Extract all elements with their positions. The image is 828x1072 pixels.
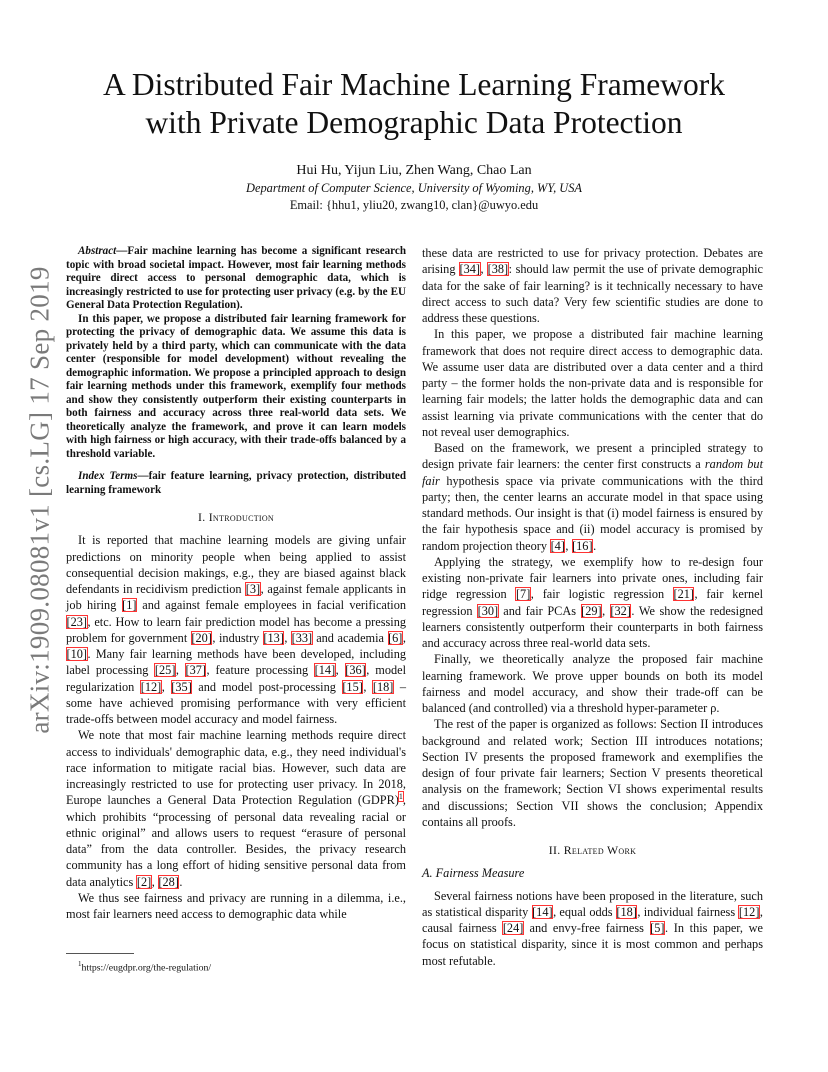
text-run: , (284, 630, 292, 645)
text-run: and academia (312, 630, 388, 645)
citation-link[interactable]: [15] (342, 679, 363, 694)
citation-link[interactable]: [23] (66, 614, 87, 629)
text-run: and envy-free fairness (523, 921, 650, 935)
text-run: II. (548, 843, 561, 857)
right-paragraph-5: Finally, we theoretically analyze the proposed fair machine learning framework. We prove upper bounds on both its model fairness and model accuracy, and show their trade-off can be balanced (and controlled) via a threshold hyper-parameter ρ. (422, 652, 763, 715)
right-paragraph-1 (422, 245, 763, 326)
citation-link[interactable]: [33] (291, 630, 313, 645)
text-run: , (151, 874, 158, 889)
text-run: Index Terms (78, 470, 138, 482)
text-run: hypothesis space via private communications with the third party; then, the center learns an accurate model in that space using standard methods. Our insight is that (i) model fairness is ensured by the fair hypothesis space and (ii) model accuracy is promised by random projection theory (422, 473, 763, 553)
citation-link[interactable]: [37] (185, 663, 206, 678)
citation-link[interactable]: [4] (550, 538, 565, 553)
right-paragraph-3 (422, 440, 763, 554)
text-run: , (602, 603, 610, 618)
right-paragraph-6: The rest of the paper is organized as follows: Section II introduces background and related work; Section III introduces notations; Section IV presents the proposed framework and exemplifies the design of four private fair learners; Section V presents theoretical analysis on the framework; Section VI shows experimental results and discussions; Section VII shows the conclusion; Appendix contains all proofs. (422, 717, 763, 829)
citation-link[interactable]: [30] (477, 603, 499, 618)
right-column (422, 245, 763, 969)
text-run: , (175, 663, 185, 678)
text-run: —fair feature learning, privacy protection, distributed learning framework (66, 470, 406, 496)
text-run: We note that most fair machine learning methods require direct access to individuals' demographic data, e.g., they need individual's race information to mitigate racial bias. However, such data are increasingly restricted to use for protecting user privacy. In 2018, Europe launches a General Data Protection Regulation (GDPR) (66, 728, 406, 808)
citation-link[interactable]: [21] (673, 587, 694, 602)
section-heading-introduction (66, 509, 406, 525)
text-run: and model post-processing (192, 679, 342, 694)
emphasized-text: random but fair (422, 457, 763, 488)
text-run: , fair kernel regression (422, 587, 763, 618)
intro-paragraph-1 (66, 532, 406, 727)
footnote-url[interactable]: https://eugdpr.org/the-regulation/ (81, 962, 212, 974)
text-run: , feature processing (206, 663, 315, 678)
paper-title (60, 66, 768, 142)
citation-link[interactable]: [38] (487, 262, 509, 277)
text-run: . (179, 874, 183, 889)
text-run: , etc. How to learn fair prediction model has become a pressing problem for government (66, 614, 406, 645)
text-run: and against female employees in facial verification (136, 598, 406, 613)
text-run: , (161, 679, 171, 694)
footnote-rule (66, 953, 134, 954)
right-paragraph-4 (422, 554, 763, 652)
title-line-2: with Private Demographic Data Protection (145, 105, 683, 140)
text-run: and fair PCAs (498, 603, 581, 618)
citation-link[interactable]: [14] (314, 663, 336, 678)
email: Email: {hhu1, yliu20, zwang10, clan}@uwyo.edu (289, 198, 539, 212)
arxiv-identifier (18, 266, 62, 734)
citation-link[interactable]: [28] (158, 874, 179, 889)
text-run: , (363, 679, 373, 694)
citation-link[interactable]: [18] (372, 679, 394, 694)
text-run: I. (197, 510, 206, 524)
citation-link[interactable]: [1] (122, 598, 137, 613)
right-paragraph-7 (422, 888, 763, 969)
citation-link[interactable]: [34] (459, 262, 481, 277)
text-run: , individual fairness (637, 904, 739, 919)
citation-link[interactable]: [5] (650, 921, 665, 935)
text-run: : should law permit the use of private demographic data for the sake of fair learning? is it technically necessary to have direct access to such data? Very few scientific studies are done to address these questions. (422, 262, 764, 325)
text-run: Based on the framework, we present a principled strategy to design private fair learners: the center first constructs a (422, 441, 763, 472)
text-run: , which prohibits “processing of personal data revealing racial or ethnic original” and allows users to request “erasure of personal data” from the data controller. Besides, the privacy research community has a long effort of hiding sensitive personal data from data analytics (66, 793, 406, 889)
text-run: , industry (212, 630, 263, 645)
text-run: Applying the strategy, we exemplify how to re-design four existing non-private fair learners into private ones, including fair ridge regression (422, 554, 763, 602)
abstract-paragraph-1 (66, 245, 406, 313)
citation-link[interactable]: [6] (388, 630, 403, 645)
citation-link[interactable]: [25] (154, 663, 176, 678)
text-run: . (593, 538, 597, 553)
citation-link[interactable]: [36] (345, 663, 366, 678)
citation-link[interactable]: [2] (136, 874, 152, 889)
text-run: Related Work (563, 843, 637, 857)
intro-paragraph-3: We thus see fairness and privacy are running in a dilemma, i.e., most fair learners need access to demographic data while (66, 890, 406, 921)
text-run: . Many fair learning methods have been developed, including label processing (66, 647, 406, 678)
citation-link[interactable]: [12] (140, 679, 162, 694)
text-run: – some have achieved promising performance with very efficient trade-offs between model accuracy and model fairness. (66, 679, 406, 726)
index-terms (66, 470, 406, 497)
text-run: Abstract (78, 245, 117, 257)
citation-link[interactable]: [35] (171, 679, 192, 694)
right-paragraph-2: In this paper, we propose a distributed fair machine learning framework that does not require direct access to demographic data. We assume user data are distributed over a data center and a third party – the former holds the non-private data and is responsible for learning fair models; the latter holds the demographic data and can assist learning via private communications with the center that do not reveal user demographics. (422, 327, 763, 439)
intro-paragraph-2 (66, 727, 406, 890)
text-run: , model regularization (66, 663, 406, 694)
citation-link[interactable]: [13] (263, 630, 284, 645)
text-run: these data are restricted to use for privacy protection. Debates are arising (422, 246, 763, 277)
text-run: , against female applicants in job hiring (66, 582, 406, 613)
citation-link[interactable]: [12] (738, 904, 760, 919)
citation-link[interactable]: [14] (532, 904, 553, 919)
text-run: , (480, 262, 488, 277)
citation-link[interactable]: [20] (191, 630, 212, 645)
text-run: Introduction (208, 510, 275, 524)
text-run: , fair logistic regression (530, 587, 673, 602)
subsection-heading-fairness-measure: A. Fairness Measure (422, 866, 525, 881)
citation-link[interactable]: [24] (502, 921, 524, 935)
text-run: Several fairness notions have been proposed in the literature, such as statistical disparity (422, 888, 763, 919)
abstract-paragraph-2: In this paper, we propose a distributed fair learning framework for protecting the privacy of demographic data. We assume this data is privately held by a third party, which can communicate with the data center (responsible for model development) without revealing the demographic information. We propose a principled approach to design fair learning methods under this framework, exemplify four methods and show they consistently outperform their existing counterparts in both fairness and accuracy across three real-world data sets. We theoretically analyze the framework, and prove it can learn models with high fairness or high accuracy, with their trade-offs balanced by a threshold variable. (66, 312, 406, 460)
citation-link[interactable]: [18] (616, 904, 637, 919)
citation-link[interactable]: [10] (66, 647, 87, 661)
text-run: , causal fairness (422, 904, 763, 935)
section-heading-related-work (422, 842, 763, 858)
text-run: , (402, 630, 406, 645)
text-run: . We show the redesigned learners consistently outperform their counterparts in both fairness and accuracy across three real-world data sets. (422, 603, 764, 650)
text-run: , (565, 538, 572, 553)
footnote: $^1$https://eugdpr.org/the-regulation/ (78, 960, 212, 974)
text-run: It is reported that machine learning models are giving unfair predictions on minority people when being applied to assist consequential decision makings, e.g., they are biased against black defendants in recidivism prediction (66, 533, 406, 596)
footnote-link[interactable]: 1 (398, 792, 403, 802)
left-column (66, 245, 406, 922)
text-run: . In this paper, we focus on statistical disparity, since it is most common and perhaps most refutable. (422, 921, 763, 968)
text-run: arXiv:1909.08081v1 [cs.LG] 17 Sep 2019 (24, 266, 55, 734)
title-line-1: A Distributed Fair Machine Learning Framework (103, 67, 725, 102)
citation-link[interactable]: [7] (515, 587, 531, 602)
affiliation: Department of Computer Science, University of Wyoming, WY, USA (246, 181, 582, 195)
citation-link[interactable]: [32] (610, 603, 631, 618)
text-run: —Fair machine learning has become a significant research topic with broad societal impact. However, most fair learning methods require direct access to personal demographic data, which is increasingly restricted to use for protecting user privacy (e.g. by the EU General Data Protection Regulation). (66, 245, 406, 311)
citation-link[interactable]: [16] (572, 538, 593, 553)
authors: Hui Hu, Yijun Liu, Zhen Wang, Chao Lan (296, 163, 532, 178)
text-run: , (335, 663, 345, 678)
citation-link[interactable]: [29] (581, 603, 602, 618)
citation-link[interactable]: [3] (245, 582, 261, 596)
text-run: , equal odds (553, 904, 616, 919)
